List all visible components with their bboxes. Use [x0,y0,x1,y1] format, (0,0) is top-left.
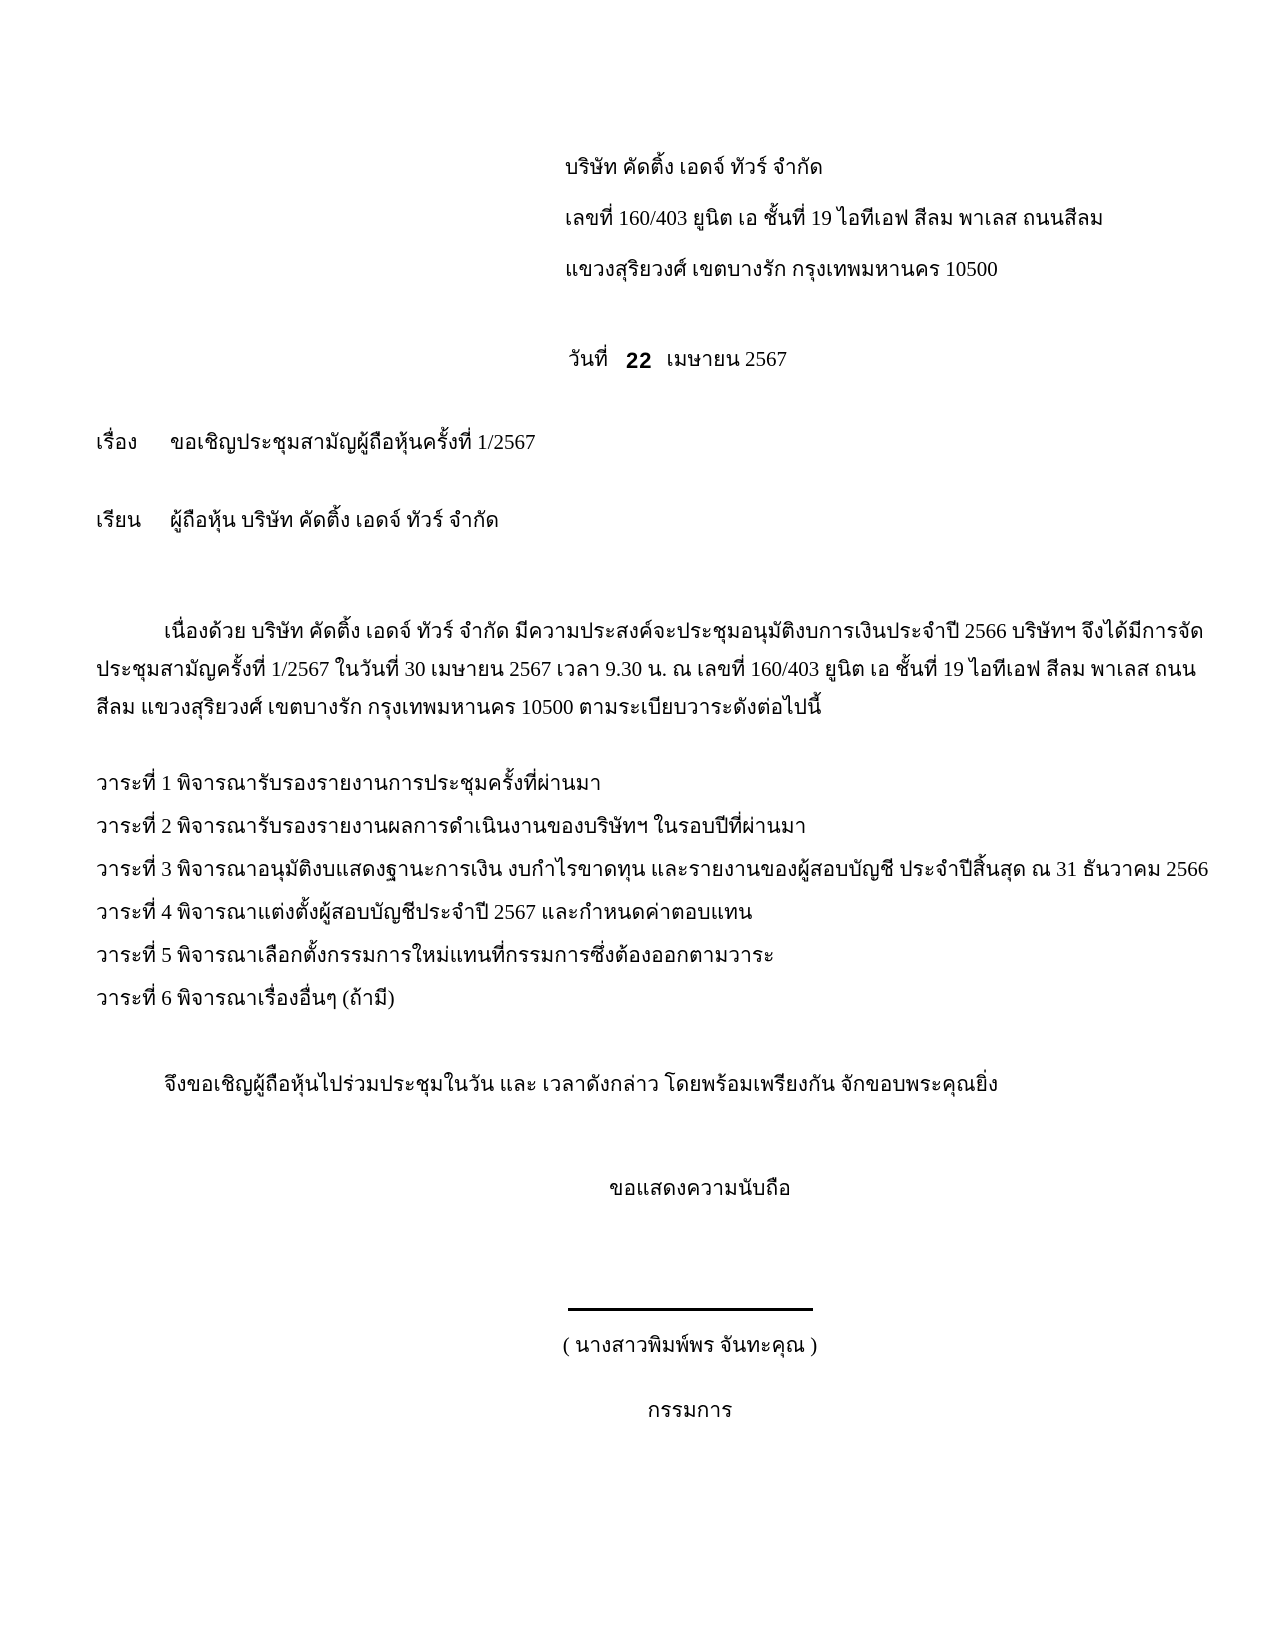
agenda-item-3: วาระที่ 3 พิจารณาอนุมัติงบแสดงฐานะการเงิน งบกำไรขาดทุน และรายงานของผู้สอบบัญชี ประจำปีสิ้นสุด ณ 31 ธันวาคม 2566 [96,857,1209,881]
agenda-item-5: วาระที่ 5 พิจารณาเลือกตั้งกรรมการใหม่แทนที่กรรมการซึ่งต้องออกตามวาระ [96,943,775,967]
signatory-title: กรรมการ [647,1398,733,1422]
signature-block [540,1308,840,1427]
agenda-item-1: วาระที่ 1 พิจารณารับรองรายงานการประชุมครั้งที่ผ่านมา [96,771,602,795]
signatory-name: ( นางสาวพิมพ์พร จันทะคุณ ) [562,1333,818,1357]
date-day-filled: 22 [626,348,653,373]
agenda-item-2: วาระที่ 2 พิจารณารับรองรายงานผลการดำเนินงานของบริษัทฯ ในรอบปีที่ผ่านมา [96,814,807,838]
signoff-line: ขอแสดงความนับถือ [609,1176,791,1200]
subject-row [96,426,535,459]
body-paragraph [96,612,1204,726]
date-month-year: เมษายน 2567 [666,347,788,371]
letterhead [565,142,1104,295]
agenda-item-4: วาระที่ 4 พิจารณาแต่งตั้งผู้สอบบัญชีประจำปี 2567 และกำหนดค่าตอบแทน [96,900,753,924]
body-line-2: ประชุมสามัญครั้งที่ 1/2567 ในวันที่ 30 เมษายน 2567 เวลา 9.30 น. ณ เลขที่ 160/403 ยูนิต เอ ชั้นที่ 19 ไอทีเอฟ สีลม พาเลส ถนน [96,657,1196,681]
signature-rule [568,1308,813,1311]
attention-row [96,504,499,537]
body-line-1: เนื่องด้วย บริษัท คัดติ้ง เอดจ์ ทัวร์ จำกัด มีความประสงค์จะประชุมอนุมัติงบการเงินประจำปี 2566 บริษัทฯ จึงได้มีการจัด [164,619,1204,643]
date-prefix: วันที่ [568,347,608,371]
body-line-3: สีลม แขวงสุริยวงศ์ เขตบางรัก กรุงเทพมหานคร 10500 ตามระเบียบวาระดังต่อไปนี้ [96,695,822,719]
attention-text: ผู้ถือหุ้น บริษัท คัดติ้ง เอดจ์ ทัวร์ จำกัด [170,508,500,532]
company-address-line-1: เลขที่ 160/403 ยูนิต เอ ชั้นที่ 19 ไอทีเอฟ สีลม พาเลส ถนนสีลม [565,206,1104,230]
closing-line: จึงขอเชิญผู้ถือหุ้นไปร่วมประชุมในวัน และ เวลาดังกล่าว โดยพร้อมเพรียงกัน จักขอบพระคุณยิ่ง [164,1072,999,1096]
agenda-item-6: วาระที่ 6 พิจารณาเรื่องอื่นๆ (ถ้ามี) [96,986,395,1010]
company-address-line-2: แขวงสุริยวงศ์ เขตบางรัก กรุงเทพมหานคร 10500 [565,257,998,281]
attention-label: เรียน [96,508,142,532]
subject-text: ขอเชิญประชุมสามัญผู้ถือหุ้นครั้งที่ 1/2567 [170,430,536,454]
subject-label: เรื่อง [96,430,138,454]
agenda-list [96,762,1208,1020]
date-line [568,343,787,376]
company-name: บริษัท คัดติ้ง เอดจ์ ทัวร์ จำกัด [565,155,823,179]
